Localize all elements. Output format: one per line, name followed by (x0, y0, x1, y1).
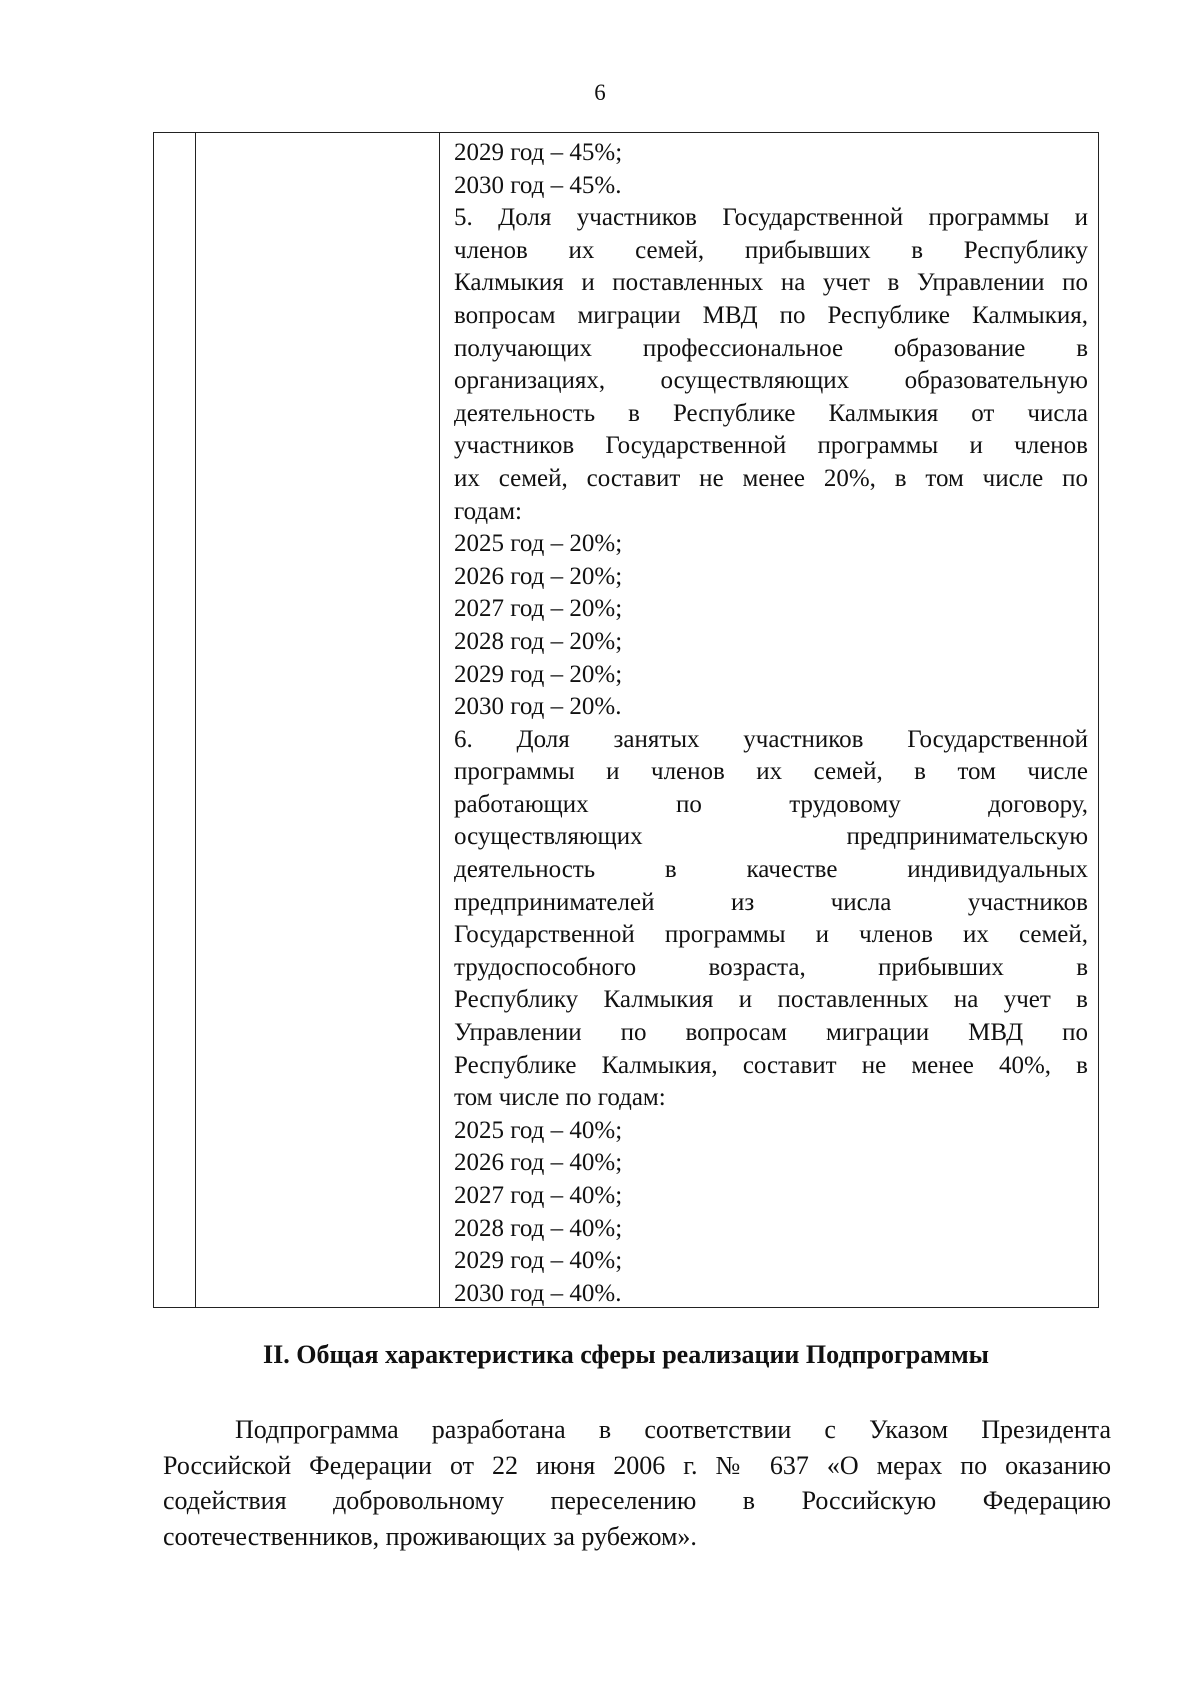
table-text-line: Государственной программы и членов их семей, (454, 921, 1088, 949)
paragraph-line: содействия добровольному переселению в Российскую Федерацию (163, 1486, 1111, 1515)
page-number: 6 (594, 80, 606, 105)
table-text-line: 2030 год – 20%. (454, 693, 622, 721)
table-text-line: 2027 год – 20%; (454, 595, 623, 623)
table-text-line: 2029 год – 45%; (454, 139, 623, 166)
table-text-line: 2030 год – 40%. (454, 1279, 622, 1307)
table-text-line: 2030 год – 45%. (454, 171, 622, 199)
table-text-line: деятельность в качестве индивидуальных (454, 856, 1088, 884)
table-text-line: получающих профессиональное образование в (454, 334, 1088, 362)
table-text-line: 2028 год – 20%; (454, 627, 623, 655)
table-column-content (440, 133, 1098, 1307)
table-text-line: 2025 год – 20%; (454, 530, 623, 558)
paragraph-line: Российской Федерации от 22 июня 2006 г. № 637 «О мерах по оказанию (163, 1450, 1111, 1480)
table-text-line: 2027 год – 40%; (454, 1182, 623, 1209)
table-text-line: участников Государственной программы и членов (454, 432, 1088, 460)
table-text-line: 2026 год – 20%; (454, 562, 623, 590)
section-heading: II. Общая характеристика сферы реализации Подпрограммы (263, 1340, 989, 1369)
table-text-line: организациях, осуществляющих образовательную (454, 367, 1088, 395)
table-text-line: трудоспособного возраста, прибывших в (454, 953, 1088, 981)
body-paragraph (163, 1412, 1111, 1554)
table-text-line: 5. Доля участников Государственной программы и (454, 204, 1088, 232)
table-column-label (196, 133, 440, 1307)
table-text-line: Республике Калмыкия, составит не менее 40%, в (454, 1051, 1088, 1079)
table-column-number (154, 133, 196, 1307)
table-text-line: 2029 год – 20%; (454, 660, 623, 688)
table-text-line: 2026 год – 40%; (454, 1149, 623, 1177)
table-text-line: Республику Калмыкия и поставленных на учет в (454, 986, 1088, 1014)
table-text-line: 6. Доля занятых участников Государственной (454, 725, 1088, 753)
table-text-line: том числе по годам: (454, 1084, 666, 1112)
paragraph-line: соотечественников, проживающих за рубежом». (163, 1521, 697, 1551)
table-text-line: 2028 год – 40%; (454, 1214, 623, 1242)
table-text-line: 2025 год – 40%; (454, 1116, 623, 1144)
table-text-line: предпринимателей из числа участников (454, 888, 1088, 916)
table-text-line: работающих по трудовому договору, (454, 790, 1088, 818)
table-text-line: осуществляющих предпринимательскую (454, 823, 1088, 851)
table-text-line: их семей, составит не менее 20%, в том числе по (454, 464, 1088, 492)
paragraph-line: Подпрограмма разработана в соответствии с Указом Президента (235, 1415, 1111, 1444)
table-text-line: членов их семей, прибывших в Республику (454, 236, 1088, 264)
table-text-line: годам: (454, 497, 522, 525)
table-text-line: Управлении по вопросам миграции МВД по (454, 1019, 1088, 1047)
table-text-line: программы и членов их семей, в том числе (454, 758, 1088, 786)
table-text-line: деятельность в Республике Калмыкия от числа (454, 399, 1088, 427)
table-text-line: вопросам миграции МВД по Республике Калмыкия, (454, 301, 1088, 329)
table-text-line: 2029 год – 40%; (454, 1247, 623, 1275)
document-table (153, 132, 1099, 1308)
table-text-line: Калмыкия и поставленных на учет в Управлении по (454, 269, 1088, 297)
